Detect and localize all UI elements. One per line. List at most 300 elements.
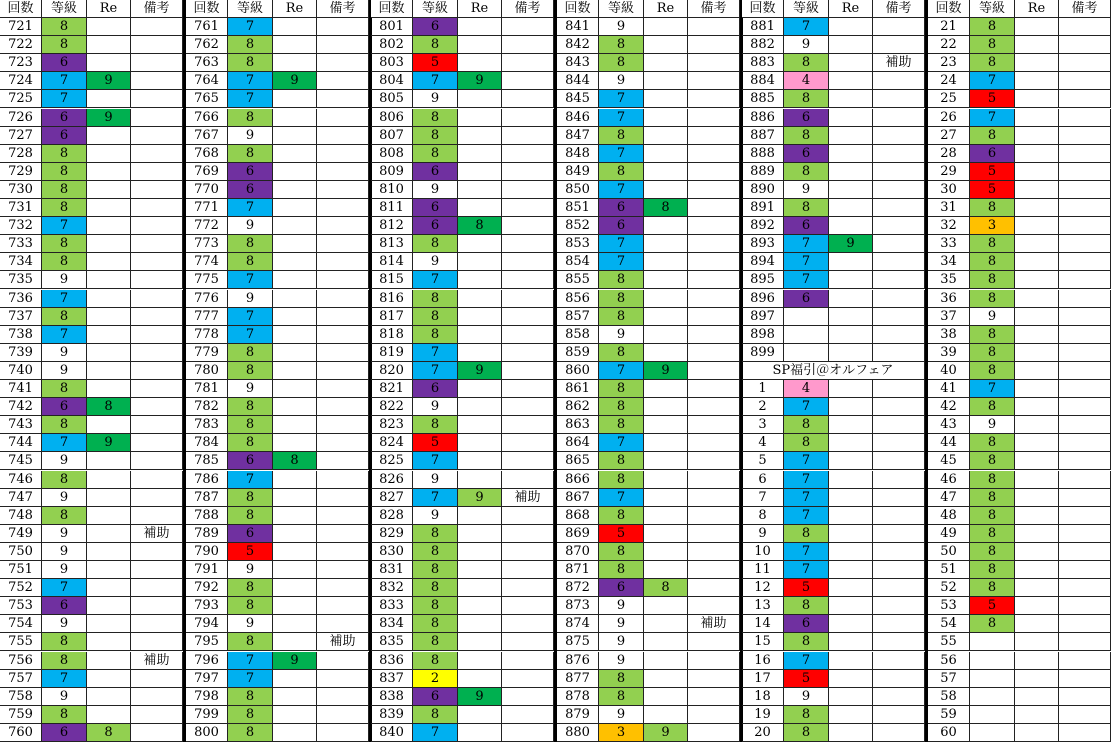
round-cell: 737 [0, 308, 42, 326]
grade-cell: 8 [784, 54, 829, 72]
grade-cell: 8 [784, 597, 829, 615]
re-cell [644, 452, 688, 470]
grade-cell: 8 [413, 235, 458, 253]
grade-cell: 7 [599, 181, 644, 199]
note-cell [1059, 145, 1111, 163]
grade-cell: 8 [970, 253, 1015, 271]
header-re: Re [644, 0, 688, 18]
grade-cell: 8 [599, 543, 644, 561]
note-cell [688, 561, 740, 579]
re-cell [273, 253, 317, 271]
re-cell [1015, 326, 1059, 344]
re-cell [829, 271, 873, 289]
re-cell [1015, 72, 1059, 90]
grade-cell: 7 [599, 362, 644, 380]
re-cell [458, 380, 502, 398]
note-cell [873, 471, 925, 489]
grade-cell: 8 [42, 652, 87, 670]
re-cell [87, 416, 131, 434]
grade-cell: 5 [970, 597, 1015, 615]
re-cell [1015, 543, 1059, 561]
re-cell [458, 54, 502, 72]
re-cell [273, 308, 317, 326]
grade-cell: 6 [599, 217, 644, 235]
round-cell: 796 [186, 652, 228, 670]
grade-cell: 7 [42, 72, 87, 90]
re-cell [644, 380, 688, 398]
grade-cell: 8 [970, 398, 1015, 416]
round-cell: 22 [928, 36, 970, 54]
re-cell [644, 235, 688, 253]
note-cell [688, 253, 740, 271]
note-cell [317, 90, 369, 108]
grade-cell: 8 [42, 163, 87, 181]
re-cell [458, 543, 502, 561]
round-cell: 818 [371, 326, 413, 344]
round-cell: 722 [0, 36, 42, 54]
re-cell [273, 670, 317, 688]
round-cell: 10 [742, 543, 784, 561]
re-cell [829, 72, 873, 90]
grade-cell: 9 [228, 380, 273, 398]
round-cell: 24 [928, 72, 970, 90]
grade-cell: 8 [599, 561, 644, 579]
grade-cell: 5 [413, 54, 458, 72]
grade-cell [784, 344, 829, 362]
grade-cell: 8 [970, 489, 1015, 507]
round-cell: 23 [928, 54, 970, 72]
round-cell: 880 [557, 724, 599, 742]
grade-cell: 9 [784, 688, 829, 706]
grade-cell: 7 [784, 489, 829, 507]
round-cell: 797 [186, 670, 228, 688]
re-cell [1015, 597, 1059, 615]
round-cell: 857 [557, 308, 599, 326]
re-cell [1015, 507, 1059, 525]
re-cell: 9 [829, 235, 873, 253]
grade-cell: 8 [228, 597, 273, 615]
round-cell: 52 [928, 579, 970, 597]
round-cell: 787 [186, 489, 228, 507]
round-cell: 773 [186, 235, 228, 253]
note-cell [1059, 597, 1111, 615]
round-cell: 778 [186, 326, 228, 344]
note-cell [502, 633, 554, 651]
round-cell: 738 [0, 326, 42, 344]
round-cell: 741 [0, 380, 42, 398]
round-cell: 866 [557, 471, 599, 489]
grade-cell: 3 [970, 217, 1015, 235]
grade-cell: 6 [413, 217, 458, 235]
round-cell: 751 [0, 561, 42, 579]
round-cell: 785 [186, 452, 228, 470]
note-cell [873, 127, 925, 145]
re-cell [87, 181, 131, 199]
re-cell [273, 688, 317, 706]
note-cell [502, 398, 554, 416]
grade-cell: 8 [599, 471, 644, 489]
grade-cell: 6 [413, 163, 458, 181]
re-cell [1015, 724, 1059, 742]
re-cell [1015, 452, 1059, 470]
grade-cell: 9 [228, 615, 273, 633]
grade-cell: 7 [599, 109, 644, 127]
round-cell: 832 [371, 579, 413, 597]
round-cell: 725 [0, 90, 42, 108]
round-cell: 18 [742, 688, 784, 706]
re-cell [829, 217, 873, 235]
grade-cell: 8 [42, 308, 87, 326]
note-cell [873, 235, 925, 253]
grade-cell: 7 [784, 543, 829, 561]
round-cell: 762 [186, 36, 228, 54]
note-cell [688, 471, 740, 489]
note-cell [1059, 615, 1111, 633]
grade-cell: 7 [413, 452, 458, 470]
note-cell [131, 633, 183, 651]
re-cell [458, 597, 502, 615]
round-cell: 783 [186, 416, 228, 434]
grade-cell: 7 [228, 199, 273, 217]
grade-cell: 7 [228, 271, 273, 289]
grade-cell: 8 [228, 434, 273, 452]
grade-cell: 7 [228, 652, 273, 670]
round-cell: 829 [371, 525, 413, 543]
round-cell: 59 [928, 706, 970, 724]
re-cell [458, 199, 502, 217]
grade-cell: 6 [413, 380, 458, 398]
note-cell [131, 90, 183, 108]
note-cell [131, 18, 183, 36]
round-cell: 755 [0, 633, 42, 651]
re-cell: 9 [273, 72, 317, 90]
note-cell [1059, 507, 1111, 525]
grade-cell: 8 [599, 54, 644, 72]
note-cell [873, 579, 925, 597]
note-cell [131, 181, 183, 199]
note-cell [1059, 579, 1111, 597]
round-cell: 1 [742, 380, 784, 398]
grade-cell: 8 [784, 724, 829, 742]
re-cell [87, 362, 131, 380]
round-cell: 721 [0, 18, 42, 36]
round-cell: 801 [371, 18, 413, 36]
grade-cell: 6 [413, 199, 458, 217]
re-cell [458, 633, 502, 651]
note-cell [873, 416, 925, 434]
round-cell: 776 [186, 290, 228, 308]
grade-cell: 9 [42, 543, 87, 561]
round-cell: 780 [186, 362, 228, 380]
round-cell: 836 [371, 652, 413, 670]
grade-cell: 8 [413, 706, 458, 724]
re-cell [829, 36, 873, 54]
note-cell [688, 706, 740, 724]
note-cell [1059, 54, 1111, 72]
re-cell [644, 127, 688, 145]
note-cell [688, 199, 740, 217]
grade-cell: 8 [228, 688, 273, 706]
note-cell [1059, 109, 1111, 127]
round-cell: 20 [742, 724, 784, 742]
round-cell: 766 [186, 109, 228, 127]
re-cell [644, 326, 688, 344]
grade-cell: 7 [599, 145, 644, 163]
grade-cell: 8 [970, 452, 1015, 470]
round-cell: 834 [371, 615, 413, 633]
note-cell [502, 145, 554, 163]
grade-cell: 8 [784, 199, 829, 217]
table-block-2 [186, 0, 369, 742]
grade-cell: 6 [42, 109, 87, 127]
re-cell [87, 670, 131, 688]
grade-cell: 8 [970, 525, 1015, 543]
round-cell: 40 [928, 362, 970, 380]
note-cell [502, 652, 554, 670]
re-cell [458, 181, 502, 199]
re-cell [87, 217, 131, 235]
re-cell [87, 271, 131, 289]
re-cell [1015, 18, 1059, 36]
note-cell [317, 308, 369, 326]
grade-cell: 8 [228, 706, 273, 724]
round-cell: 844 [557, 72, 599, 90]
note-cell [873, 652, 925, 670]
re-cell [829, 525, 873, 543]
grade-cell: 9 [413, 90, 458, 108]
grade-cell: 6 [228, 163, 273, 181]
grade-cell: 8 [784, 90, 829, 108]
round-cell: 16 [742, 652, 784, 670]
round-cell: 26 [928, 109, 970, 127]
round-cell: 731 [0, 199, 42, 217]
re-cell: 9 [458, 362, 502, 380]
grade-cell: 9 [599, 615, 644, 633]
round-cell: 58 [928, 688, 970, 706]
note-cell [688, 72, 740, 90]
note-cell [502, 525, 554, 543]
grade-cell: 8 [599, 416, 644, 434]
round-cell: 50 [928, 543, 970, 561]
grade-cell: 7 [42, 326, 87, 344]
re-cell [644, 271, 688, 289]
grade-cell: 6 [42, 597, 87, 615]
note-cell [502, 579, 554, 597]
grade-cell: 9 [413, 253, 458, 271]
grade-cell: 8 [42, 253, 87, 271]
grade-cell: 6 [970, 145, 1015, 163]
re-cell [273, 326, 317, 344]
round-cell: 730 [0, 181, 42, 199]
note-cell [688, 597, 740, 615]
grade-cell: 7 [413, 489, 458, 507]
re-cell [1015, 109, 1059, 127]
round-cell: 889 [742, 163, 784, 181]
re-cell [87, 18, 131, 36]
round-cell: 894 [742, 253, 784, 271]
grade-cell [970, 688, 1015, 706]
round-cell: 41 [928, 380, 970, 398]
re-cell [1015, 344, 1059, 362]
re-cell: 9 [87, 72, 131, 90]
round-cell: 849 [557, 163, 599, 181]
note-cell [873, 489, 925, 507]
round-cell: 746 [0, 471, 42, 489]
round-cell: 9 [742, 525, 784, 543]
note-cell [131, 489, 183, 507]
note-cell [688, 344, 740, 362]
re-cell [829, 688, 873, 706]
grade-cell: 9 [599, 18, 644, 36]
re-cell [458, 326, 502, 344]
grade-cell: 9 [599, 633, 644, 651]
re-cell: 8 [87, 398, 131, 416]
note-cell [873, 597, 925, 615]
re-cell [829, 615, 873, 633]
round-cell: 60 [928, 724, 970, 742]
note-cell [688, 688, 740, 706]
re-cell [829, 163, 873, 181]
note-cell [131, 127, 183, 145]
round-cell: 884 [742, 72, 784, 90]
round-cell: 749 [0, 525, 42, 543]
note-cell [873, 72, 925, 90]
note-cell [873, 308, 925, 326]
re-cell [829, 724, 873, 742]
note-cell [873, 380, 925, 398]
grade-cell: 8 [413, 145, 458, 163]
re-cell [273, 380, 317, 398]
re-cell [87, 525, 131, 543]
note-cell [502, 199, 554, 217]
round-cell: 771 [186, 199, 228, 217]
note-cell [317, 724, 369, 742]
round-cell: 840 [371, 724, 413, 742]
round-cell: 878 [557, 688, 599, 706]
note-cell [873, 109, 925, 127]
note-cell [317, 688, 369, 706]
round-cell: 767 [186, 127, 228, 145]
grade-cell: 8 [784, 163, 829, 181]
re-cell [458, 308, 502, 326]
re-cell [273, 561, 317, 579]
re-cell [273, 217, 317, 235]
note-cell [317, 127, 369, 145]
round-cell: 816 [371, 290, 413, 308]
note-cell [1059, 344, 1111, 362]
round-cell: 761 [186, 18, 228, 36]
grade-cell: 8 [228, 54, 273, 72]
round-cell: 881 [742, 18, 784, 36]
grade-cell: 7 [784, 471, 829, 489]
round-cell: 33 [928, 235, 970, 253]
re-cell [644, 434, 688, 452]
grade-cell: 7 [228, 90, 273, 108]
note-cell [502, 253, 554, 271]
round-cell: 747 [0, 489, 42, 507]
re-cell [458, 452, 502, 470]
grade-cell: 8 [413, 326, 458, 344]
grade-cell: 8 [413, 579, 458, 597]
round-cell: 774 [186, 253, 228, 271]
round-cell: 828 [371, 507, 413, 525]
re-cell [273, 145, 317, 163]
round-cell: 831 [371, 561, 413, 579]
header-grade: 等級 [413, 0, 458, 18]
note-cell [873, 36, 925, 54]
round-cell: 839 [371, 706, 413, 724]
re-cell [1015, 199, 1059, 217]
round-cell: 862 [557, 398, 599, 416]
round-cell: 38 [928, 326, 970, 344]
round-cell: 19 [742, 706, 784, 724]
note-cell [688, 724, 740, 742]
re-cell [273, 127, 317, 145]
note-cell [688, 507, 740, 525]
re-cell [644, 633, 688, 651]
re-cell [829, 543, 873, 561]
note-cell [688, 127, 740, 145]
note-cell [131, 597, 183, 615]
round-cell: 804 [371, 72, 413, 90]
re-cell [87, 543, 131, 561]
re-cell [458, 90, 502, 108]
round-cell: 45 [928, 452, 970, 470]
grade-cell: 7 [42, 217, 87, 235]
note-cell [317, 163, 369, 181]
re-cell [644, 145, 688, 163]
grade-cell: 6 [228, 525, 273, 543]
re-cell [829, 561, 873, 579]
re-cell [1015, 525, 1059, 543]
re-cell [458, 615, 502, 633]
re-cell [87, 652, 131, 670]
round-cell: 820 [371, 362, 413, 380]
grade-cell: 7 [228, 18, 273, 36]
grade-cell: 5 [228, 543, 273, 561]
grade-cell: 8 [599, 163, 644, 181]
note-cell [502, 362, 554, 380]
re-cell [458, 109, 502, 127]
grade-cell: 9 [599, 72, 644, 90]
note-cell [873, 344, 925, 362]
grade-cell: 8 [42, 18, 87, 36]
grade-cell: 7 [784, 271, 829, 289]
round-cell: 795 [186, 633, 228, 651]
re-cell [458, 561, 502, 579]
grade-cell: 8 [413, 543, 458, 561]
round-cell: 743 [0, 416, 42, 434]
note-cell [873, 145, 925, 163]
re-cell [829, 579, 873, 597]
round-cell: 49 [928, 525, 970, 543]
grade-cell: 7 [970, 109, 1015, 127]
round-cell: 868 [557, 507, 599, 525]
section-label: SP福引＠オルフェア [742, 362, 925, 380]
re-cell [829, 181, 873, 199]
re-cell [1015, 471, 1059, 489]
grade-cell: 8 [42, 380, 87, 398]
grade-cell: 9 [413, 507, 458, 525]
re-cell [644, 615, 688, 633]
note-cell [502, 507, 554, 525]
grade-cell: 8 [413, 633, 458, 651]
note-cell [317, 507, 369, 525]
grade-cell: 7 [599, 90, 644, 108]
round-cell: 745 [0, 452, 42, 470]
grade-cell: 8 [42, 706, 87, 724]
note-cell [131, 579, 183, 597]
